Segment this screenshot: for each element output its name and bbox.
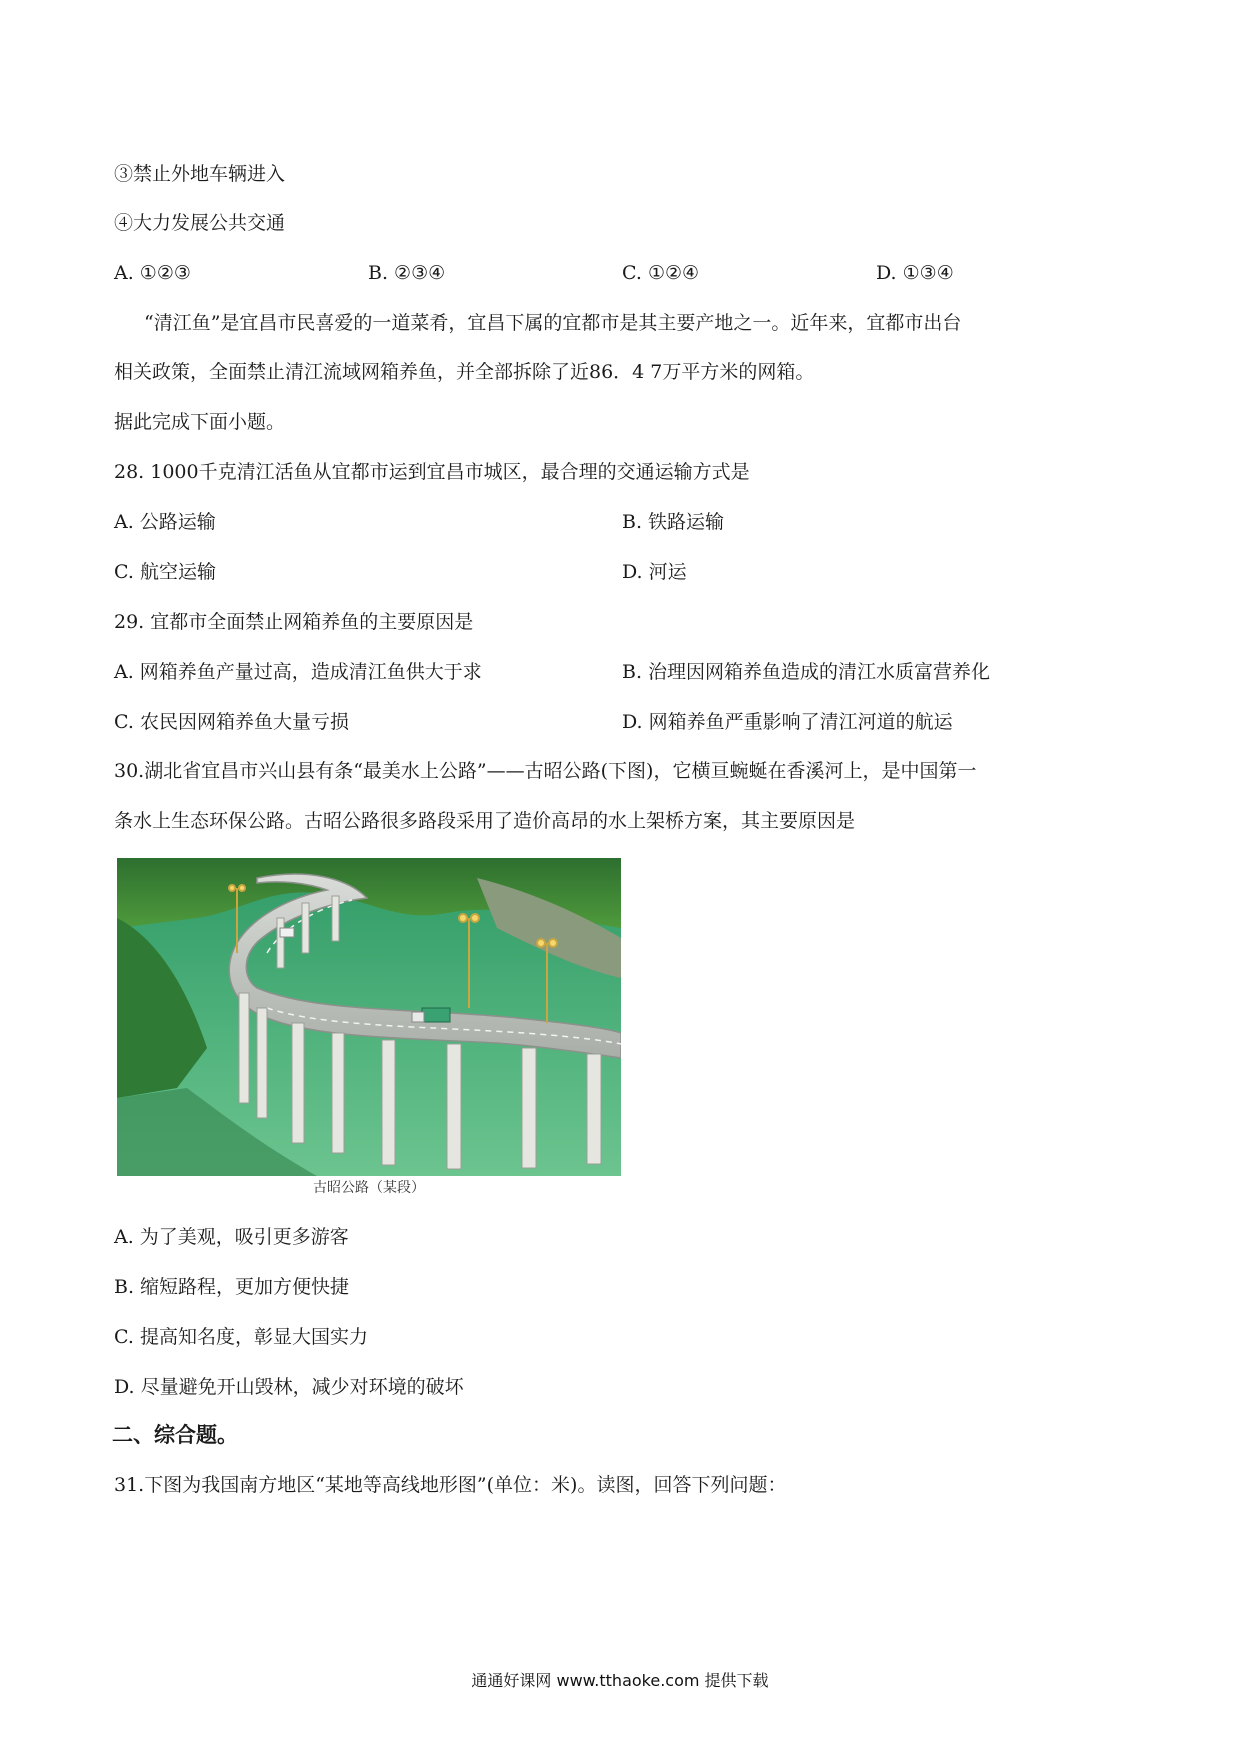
q28-options-row-1 [114,509,1134,535]
q29-option-b: B. 治理因网箱养鱼造成的清江水质富营养化 [622,661,991,683]
q27-option-c: C. ①②④ [622,262,700,284]
bridge-photo [117,858,621,1176]
q29-option-c: C. 农民因网箱养鱼大量亏损 [114,711,349,733]
passage-line-2: 相关政策，全面禁止清江流域网箱养鱼，并全部拆除了近86．4 7万平方米的网箱。 [114,361,815,383]
q28-option-a: A. 公路运输 [114,511,216,533]
q28-option-c: C. 航空运输 [114,561,216,583]
item-4-text: ④大力发展公共交通 [114,212,286,234]
q30-option-a: A. 为了美观，吸引更多游客 [114,1226,349,1248]
figure-caption: 古昭公路（某段） [313,1180,425,1196]
q28-option-d: D. 河运 [622,561,687,583]
passage-instruction: 据此完成下面小题。 [114,411,286,433]
q27-option-d: D. ①③④ [876,262,954,284]
section-2-heading: 二、综合题。 [112,1423,238,1447]
q31-stem: 31.下图为我国南方地区“某地等高线地形图”(单位：米)。读图，回答下列问题： [114,1474,787,1496]
q30-option-b: B. 缩短路程，更加方便快捷 [114,1276,350,1298]
page-footer: 通通好课网 www.tthaoke.com 提供下载 [471,1671,769,1690]
q30-stem-line-1: 30.湖北省宜昌市兴山县有条“最美水上公路”——古昭公路(下图)，它横亘蜿蜒在香溪河上，是中国第一 [114,760,977,782]
q28-options-row-2 [114,559,1134,585]
q29-options-row-1 [114,659,1134,685]
q30-stem-line-2: 条水上生态环保公路。古昭公路很多路段采用了造价高昂的水上架桥方案，其主要原因是 [114,810,856,832]
q27-option-b: B. ②③④ [368,262,446,284]
item-3-text: ③禁止外地车辆进入 [114,163,286,185]
q29-options-row-2 [114,709,1134,735]
q27-option-a: A. ①②③ [114,262,191,284]
q29-stem: 29. 宜都市全面禁止网箱养鱼的主要原因是 [114,611,474,633]
passage-line-1: “清江鱼”是宜昌市民喜爱的一道菜肴，宜昌下属的宜都市是其主要产地之一。近年来，宜都市出台 [144,312,962,334]
q29-option-a: A. 网箱养鱼产量过高，造成清江鱼供大于求 [114,661,482,683]
q30-option-d: D. 尽量避免开山毁林，减少对环境的破坏 [114,1376,464,1398]
q27-options [114,260,1134,286]
q28-stem: 28. 1000千克清江活鱼从宜都市运到宜昌市城区，最合理的交通运输方式是 [114,461,750,483]
q30-option-c: C. 提高知名度，彰显大国实力 [114,1326,368,1348]
q28-option-b: B. 铁路运输 [622,511,725,533]
q29-option-d: D. 网箱养鱼严重影响了清江河道的航运 [622,711,953,733]
